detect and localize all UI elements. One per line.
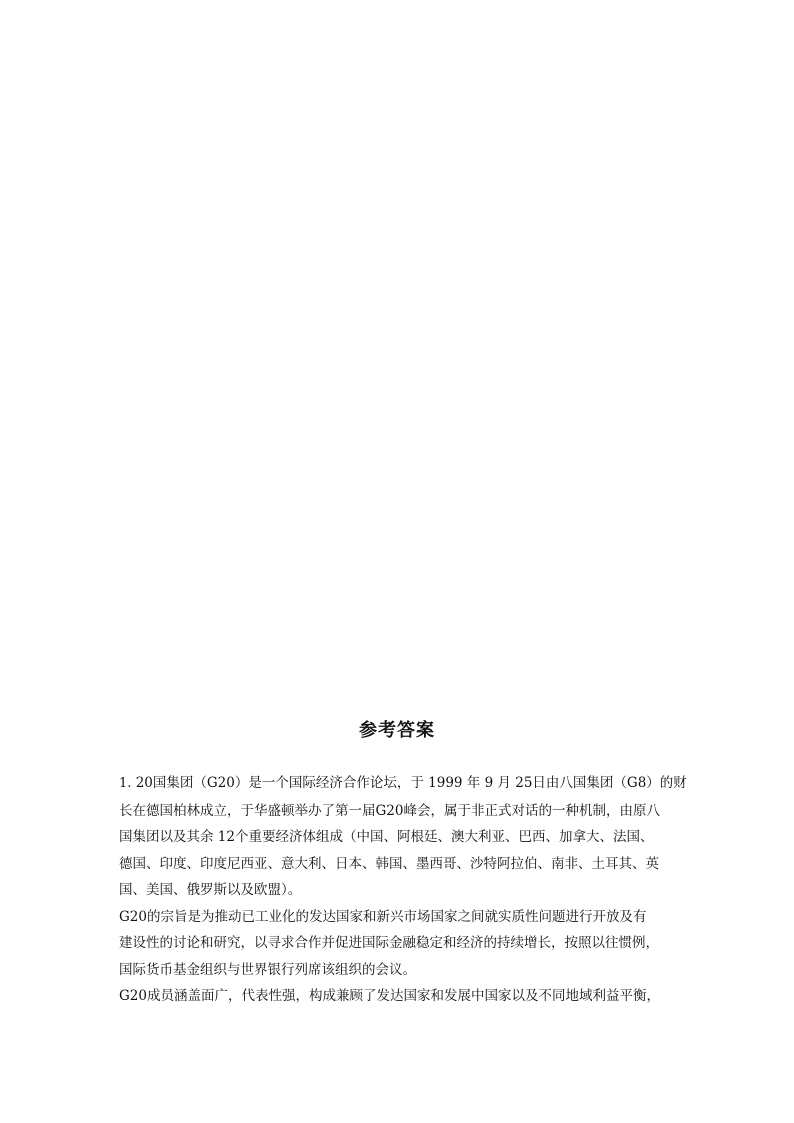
text-line: 国际货币基金组织与世界银行列席该组织的会议。: [119, 961, 416, 978]
answer-1: [119, 770, 691, 1010]
answer-paragraph: [119, 770, 691, 904]
text-line: 1. 20国集团（G20）是一个国际经济合作论坛，于 1999 年 9 月 25日由八国集团（G8）的财: [119, 775, 687, 791]
text-line: 德国、印度、印度尼西亚、意大利、日本、韩国、墨西哥、沙特阿拉伯、南非、土耳其、英: [119, 855, 659, 872]
answer-paragraph: [119, 904, 691, 984]
section-title: 参考答案: [359, 720, 435, 741]
text-line: G20的宗旨是为推动已工业化的发达国家和新兴市场国家之间就实质性问题进行开放及有: [119, 908, 647, 925]
text-line: 长在德国柏林成立，于华盛顿举办了第一届G20峰会，属于非正式对话的一种机制，由原八: [119, 802, 660, 819]
text-line: 建设性的讨论和研究，以寻求合作并促进国际金融稳定和经济的持续增长，按照以往惯例，: [119, 935, 659, 951]
text-line: 国、美国、俄罗斯以及欧盟）。: [119, 882, 302, 898]
text-line: 国集团以及其余 12个重要经济体组成（中国、阿根廷、澳大利亚、巴西、加拿大、法国、: [119, 829, 654, 845]
answer-paragraph: [119, 983, 691, 1010]
answer-number: 1.: [119, 776, 132, 791]
text-line: G20成员涵盖面广，代表性强，构成兼顾了发达国家和发展中国家以及不同地域利益平衡，: [119, 988, 660, 1004]
